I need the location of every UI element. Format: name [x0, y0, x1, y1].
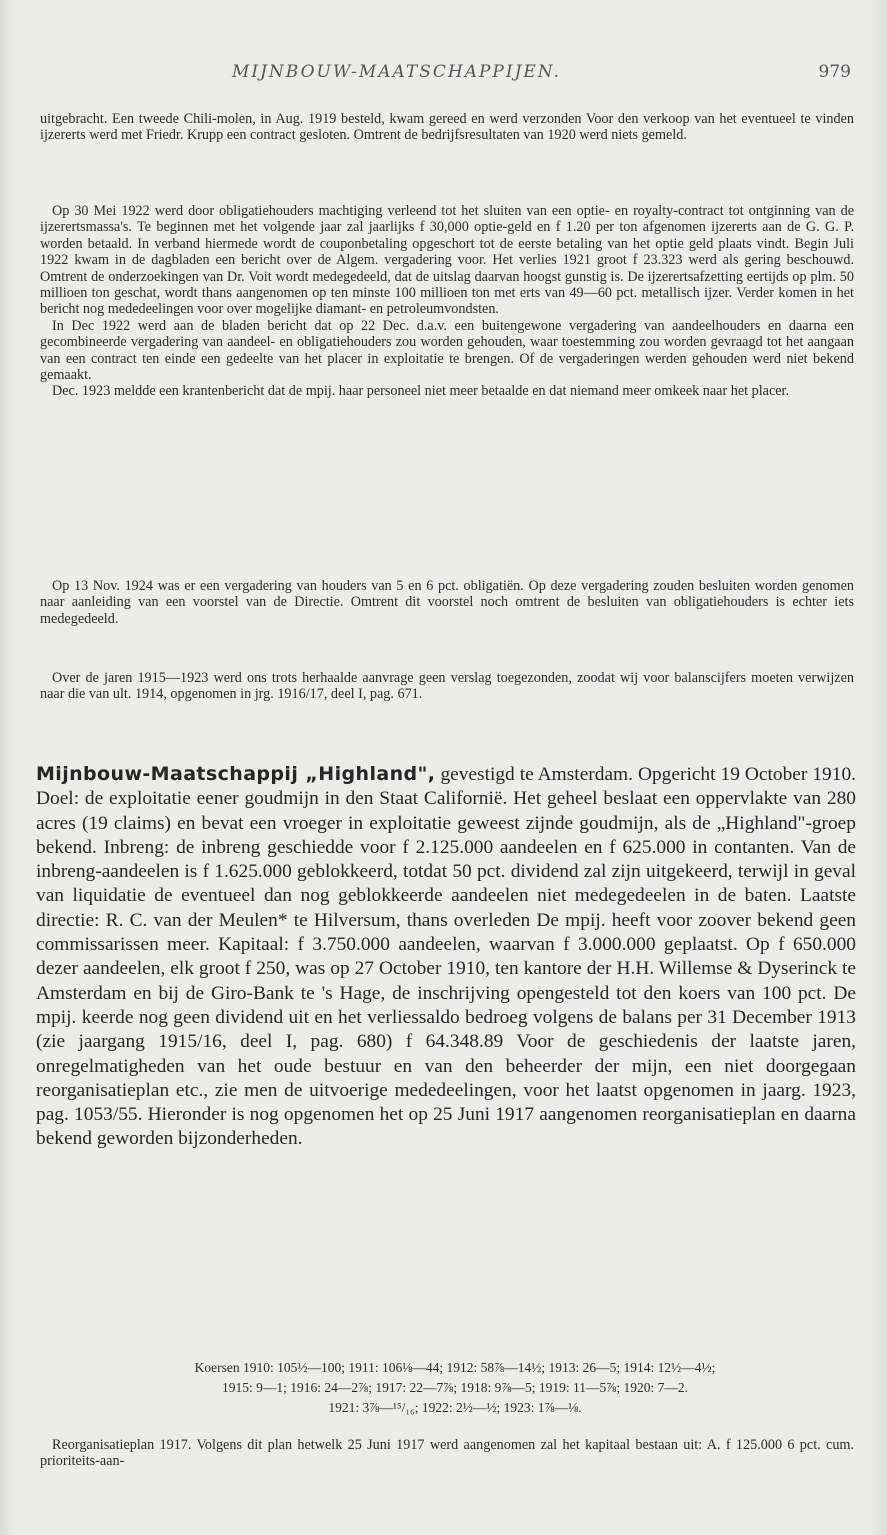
paragraph: Reorganisatieplan 1917. Volgens dit plan hetwelk 25 Juni 1917 werd aangenomen zal het kapitaal bestaan uit: A. f 125.000 6 pct. cum. prioriteits-aan- — [40, 1437, 854, 1470]
running-title: MIJNBOUW-MAATSCHAPPIJEN. — [232, 62, 561, 82]
paragraph: In Dec 1922 werd aan de bladen bericht dat op 22 Dec. d.a.v. een buitengewone vergadering van aandeelhouders en daarna een gecombineerde vergadering van aandeel- en obligatiehouders zou worden gehouden, waar toestemming zou worden gevraagd tot het aangaan van een contract ten einde een gedeelte van het placer in exploitatie te brengen. Of de vergaderingen werden gehouden werd niet bekend gemaakt. — [40, 317, 854, 384]
paragraph-block-1922 — [40, 203, 854, 400]
company-paragraph — [36, 762, 856, 1152]
paragraph: Op 30 Mei 1922 werd door obligatiehouders machtiging verleend tot het sluiten van een optie- en royalty-contract tot ontginning van de ijzerertsmassa's. Te beginnen met het volgende jaar zal jaarlijks f 30,000 optie-geld en f 1.20 per ton afgenomen ijzererts aan de G. G. P. worden betaald. In verband hiermede wordt de couponbetaling opgeschort tot de eerste betaling van het optie geld plaats vindt. Begin Juli 1922 kwam in de dagbladen een bericht over de Algem. vergadering voor. Het verlies 1921 groot f 23.323 werd als gering beschouwd. Omtrent de onderzoekingen van Dr. Voit wordt medegedeeld, dat de uitslag daarvan hoogst gunstig is. De ijzerertsafzetting eertijds op plm. 50 millioen ton geschat, wordt thans aangenomen op ten minste 100 millioen ton met erts van 49—60 pct. metallisch ijzer. Verder komen in het bericht nog mededeelingen voor over mogelijke diamant- en petroleumvondsten. — [40, 203, 854, 318]
price-history — [60, 1358, 850, 1418]
paragraph: Op 13 Nov. 1924 was er een vergadering van houders van 5 en 6 pct. obligatiën. Op deze vergadering zouden besluiten worden genomen naar aanleiding van een voorstel van de Directie. Omtrent dit voorstel noch omtrent de besluiten van obligatiehouders is echter iets medegedeeld. — [40, 578, 854, 627]
paragraph: Dec. 1923 meldde een krantenbericht dat de mpij. haar personeel niet meer betaalde en dat niemand meer omkeek naar het placer. — [52, 383, 790, 400]
price-history-line: Koersen 1910: 105½—100; 1911: 106⅛—44; 1912: 58⅞—14½; 1913: 26—5; 1914: 12½—4½; — [194, 1360, 716, 1375]
company-entry-highland — [36, 762, 856, 1152]
paragraph-block-uitgebracht — [40, 111, 854, 144]
paragraph-block-reorganisatieplan — [40, 1437, 854, 1470]
paragraph: Over de jaren 1915—1923 werd ons trots herhaalde aanvrage geen verslag toegezonden, zoodat wij voor balanscijfers moeten verwijzen naar die van ult. 1914, opgenomen in jrg. 1916/17, deel I, pag. 671. — [40, 670, 854, 703]
price-history-line: 1915: 9—1; 1916: 24—2⅞; 1917: 22—7⅞; 1918: 9⅞—5; 1919: 11—5⅞; 1920: 7—2. — [221, 1380, 688, 1395]
company-name: Mijnbouw-Maatschappij „Highland", — [36, 763, 436, 785]
paragraph: uitgebracht. Een tweede Chili-molen, in Aug. 1919 besteld, kwam gereed en werd verzonden Voor den verkoop van het eventueel te vinden ijzererts werd met Friedr. Krupp een contract gesloten. Omtrent de bedrijfsresultaten van 1920 werd niets gemeld. — [40, 111, 854, 144]
paragraph-block-1924 — [40, 578, 854, 627]
page-header — [0, 62, 887, 86]
paragraph-block-verslag — [40, 670, 854, 703]
price-history-line: 1921: 3⅞—¹⁵/₁₆; 1922: 2½—½; 1923: 1⅞—⅛. — [328, 1400, 582, 1415]
page-number: 979 — [818, 62, 851, 82]
company-description: gevestigd te Amsterdam. Opgericht 19 October 1910. Doel: de exploitatie eener goudmijn in den Staat Californië. Het geheel beslaat een oppervlakte van 280 acres (19 claims) en bevat een vroeger in exploitatie geweest zijnde goudmijn, als de „Highland"-groep bekend. Inbreng: de inbreng geschiedde voor f 2.125.000 aandeelen en f 625.000 in contanten. Van de inbreng-aandeelen is f 1.625.000 geblokkeerd, totdat 50 pct. dividend zal zijn uitgekeerd, terwijl in geval van liquidatie de eventueel dan nog geblokkeerde aandeelen niet medegedeelen in de baten. Laatste directie: R. C. van der Meulen* te Hilversum, thans overleden De mpij. heeft voor zoover bekend geen commissarissen meer. Kapitaal: f 3.750.000 aandeelen, waarvan f 3.000.000 geplaatst. Op f 650.000 dezer aandeelen, elk groot f 250, was op 27 October 1910, ten kantore der H.H. Willemse & Dyserinck te Amsterdam en bij de Giro-Bank te 's Hage, de inschrijving opengesteld tot den koers van 100 pct. De mpij. keerde nog geen dividend uit en het verliessaldo bedroeg volgens de balans per 31 December 1913 (zie jaargang 1915/16, deel I, pag. 680) f 64.348.89 Voor de geschiedenis der laatste jaren, onregelmatigheden van het oude bestuur en van den beheerder der mijn, een niet doorgegaan reorganisatieplan etc., zie men de uitvoerige mededeelingen, voor het laatst opgenomen in jaarg. 1923, pag. 1053/55. Hieronder is nog opgenomen het op 25 Juni 1917 aangenomen reorganisatieplan en daarna bekend geworden bijzonderheden. — [36, 764, 856, 1150]
